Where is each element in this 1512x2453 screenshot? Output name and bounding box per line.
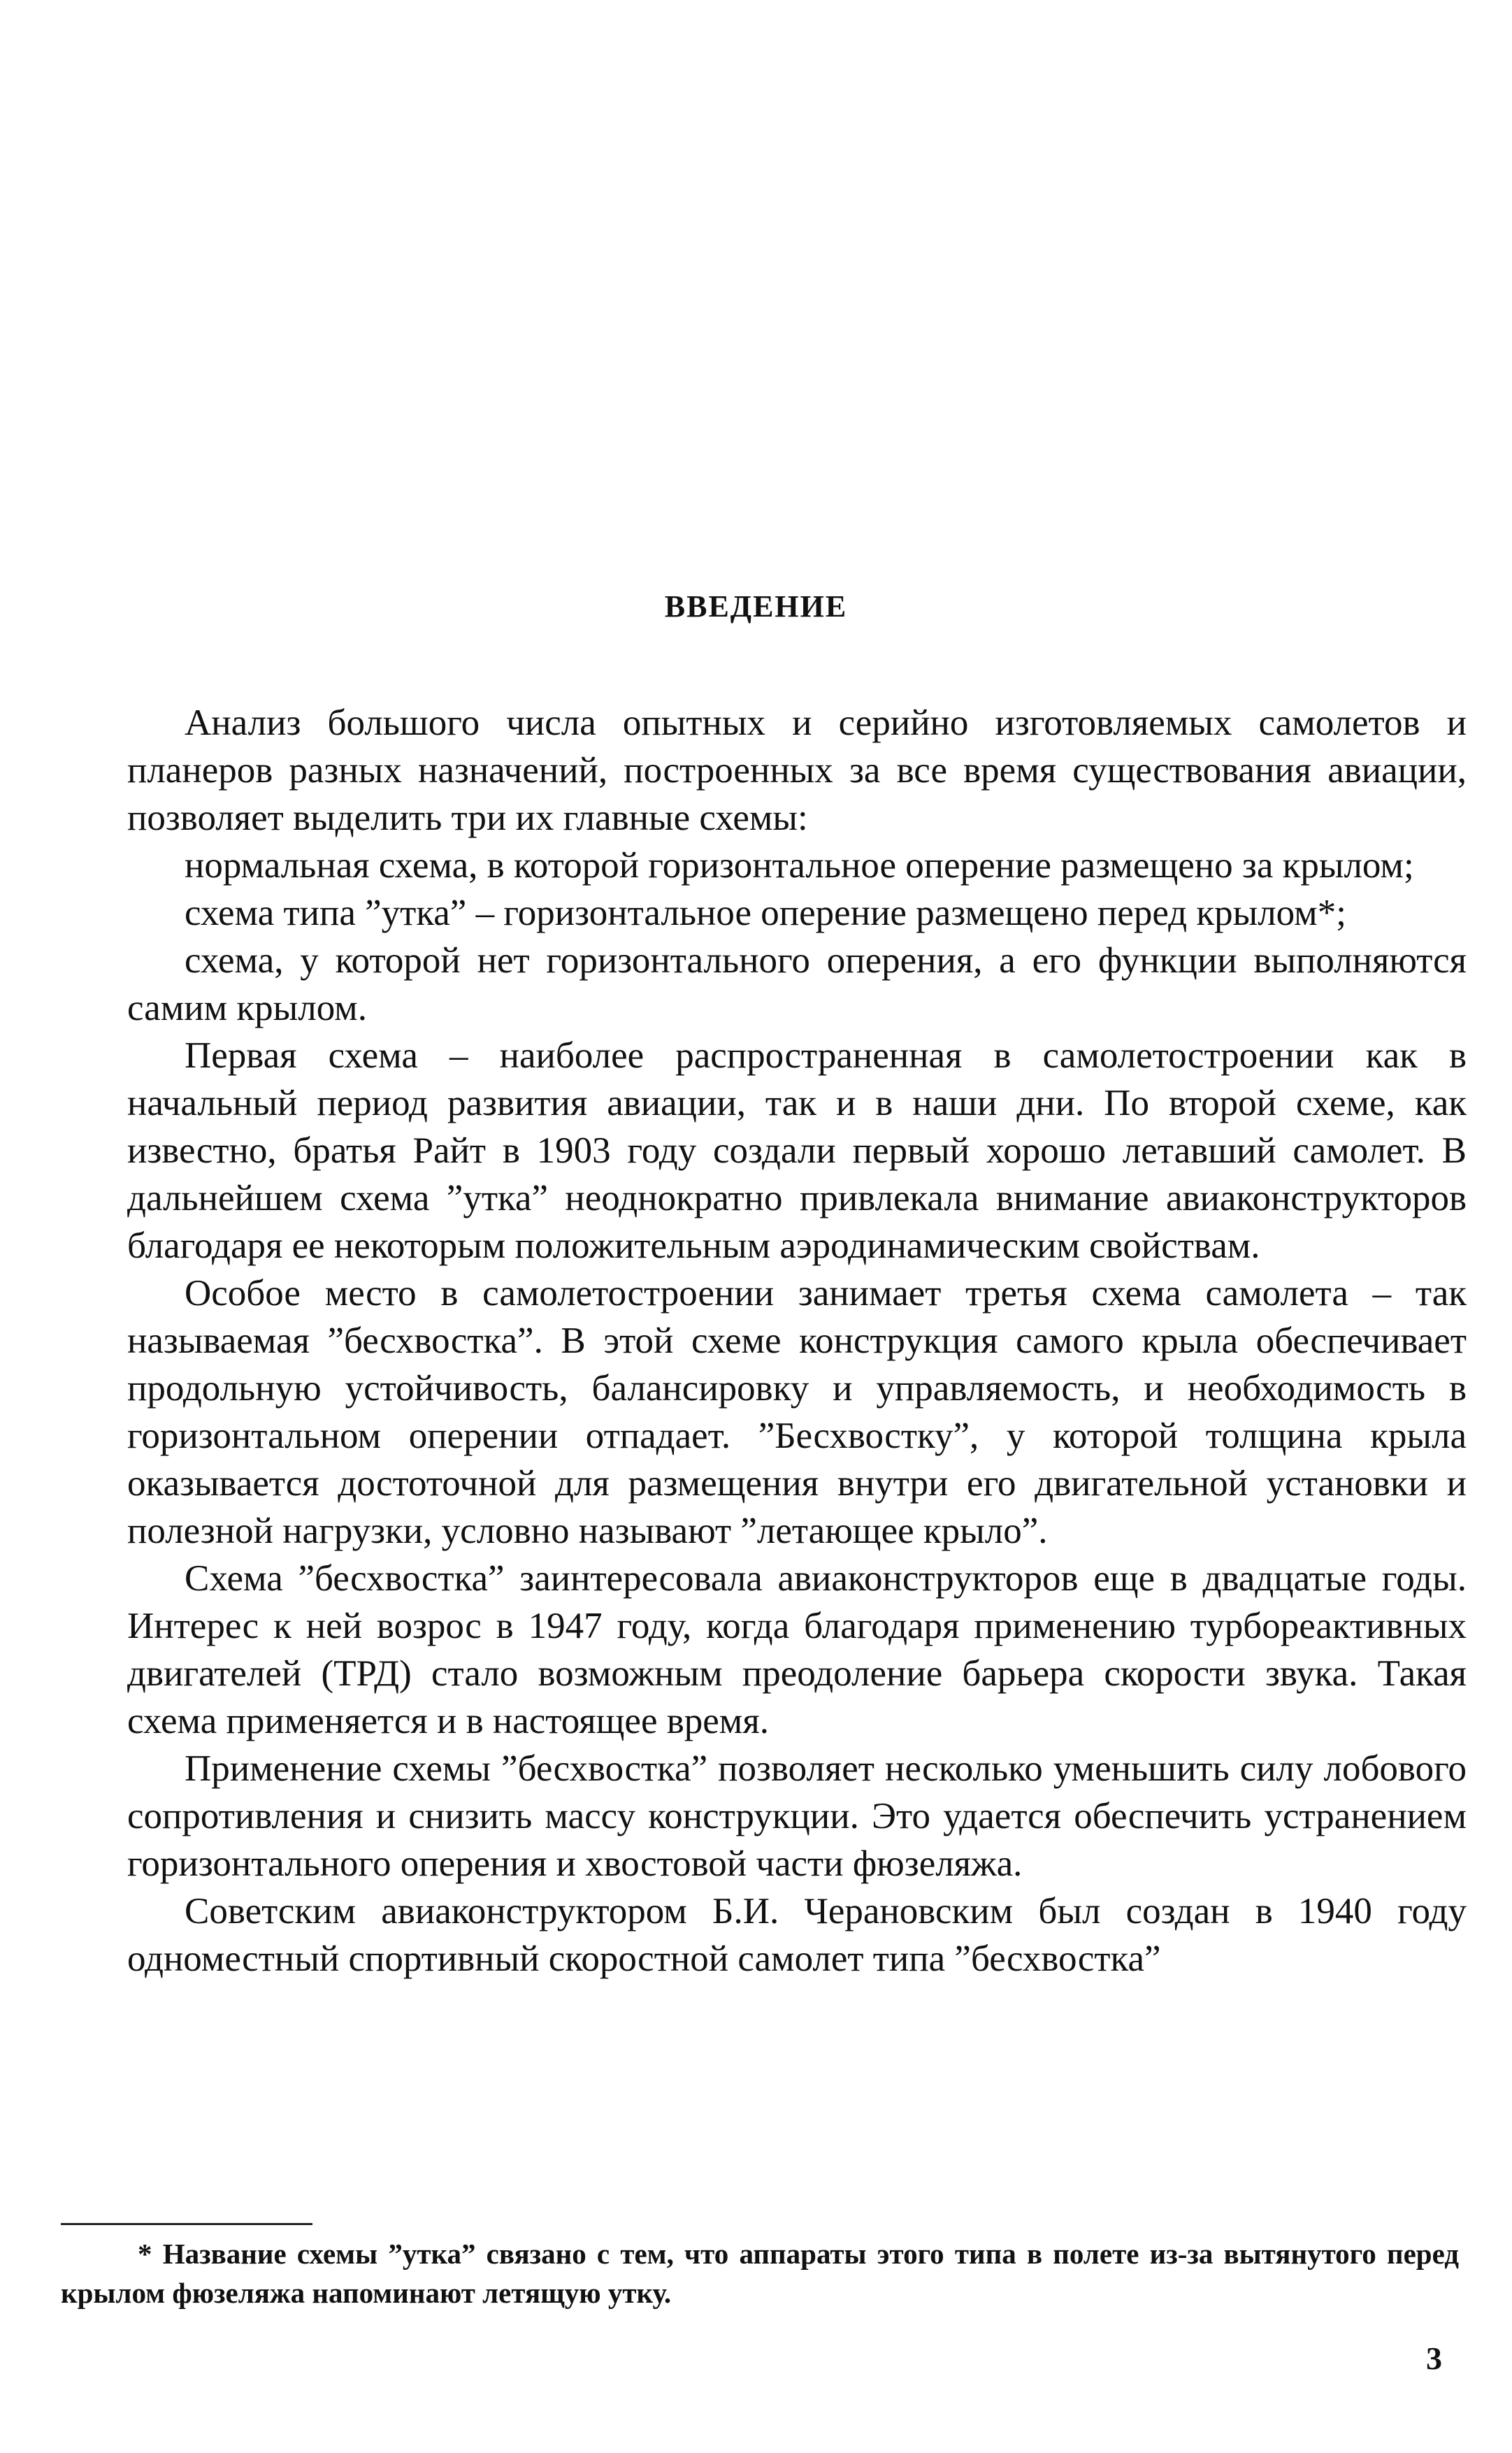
paragraph: схема, у которой нет горизонтального оперения, а его функции выполняются самим крылом. — [127, 940, 1467, 1028]
section-heading: ВВЕДЕНИЕ — [664, 589, 848, 624]
paragraph: Схема ”бесхвостка” заинтересовала авиаконструкторов еще в двадцатые годы. Интерес к ней возрос в 1947 году, когда благодаря применению турбореактивных двигателей (ТРД) стало возможным преодоление барьера скорости звука. Такая схема применяется и в настоящее время. — [127, 1558, 1467, 1741]
paragraph: нормальная схема, в которой горизонтальное оперение размещено за крылом; — [185, 845, 1414, 886]
paragraph: Первая схема – наиболее распространенная в самолетостроении как в начальный период развития авиации, так и в наши дни. По второй схеме, как известно, братья Райт в 1903 году создали первый хорошо летавший самолет. В дальнейшем схема ”утка” неоднократно привлекала внимание авиаконструкторов благодаря ее некоторым положительным аэродинамическим свойствам. — [127, 1035, 1467, 1266]
paragraph: Применение схемы ”бесхвостка” позволяет несколько уменьшить силу лобового сопротивления и снизить массу конструкции. Это удается обеспечить устранением горизонтального оперения и хвостовой части фюзеляжа. — [127, 1748, 1467, 1884]
paragraph: Особое место в самолетостроении занимает третья схема самолета – так называемая ”бесхвостка”. В этой схеме конструкция самого крыла обеспечивает продольную устойчивость, балансировку и управляемость, и необходимость в горизонтальном оперении отпадает. ”Бесхвостку”, у которой толщина крыла оказывается достоточной для размещения внутри его двигательной установки и полезной нагрузки, условно называют ”летающее крыло”. — [127, 1273, 1467, 1551]
paragraph: схема типа ”утка” – горизонтальное оперение размещено перед крылом*; — [185, 893, 1346, 933]
footnote: * Название схемы ”утка” связано с тем, что аппараты этого типа в полете из-за вытянутого перед крылом фюзеляжа напоминают летящую утку. — [61, 2238, 1459, 2309]
body-text — [127, 699, 1467, 1983]
paragraph: Анализ большого числа опытных и серийно изготовляемых самолетов и планеров разных назначений, построенных за все время существования авиации, позволяет выделить три их главные схемы: — [127, 703, 1467, 838]
paragraph: Советским авиаконструктором Б.И. Черановским был создан в 1940 году одноместный спортивный скоростной самолет типа ”бесхвостка” — [127, 1891, 1467, 1979]
footnote-divider — [61, 2223, 312, 2225]
page-number: 3 — [1426, 2340, 1442, 2376]
